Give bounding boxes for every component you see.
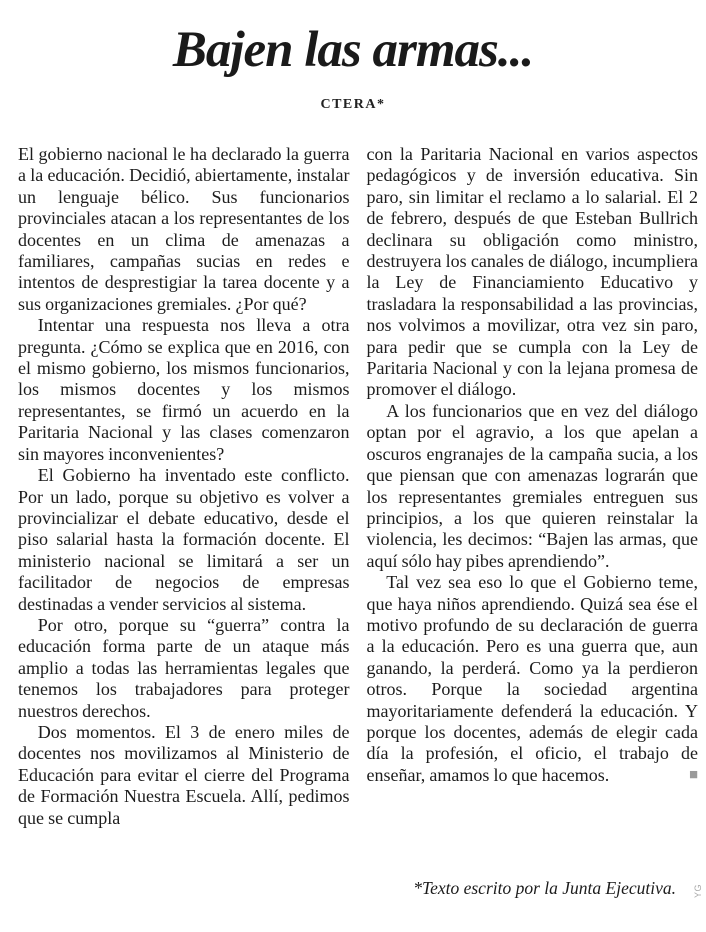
article-paragraph: Tal vez sea eso lo que el Gobierno teme, que haya niños aprendiendo. Quizá sea ése el motivo profundo de su declaración de guerra a la educación. Pero es una guerra que, aun ganando, la perderá. Como ya la perdieron otros. Porque la sociedad argentina mayoritariamente defenderá la educación. Y porque los docentes, además de elegir cada día la profesión, el oficio, el trabajo de enseñar, amamos lo que hacemos.: [366, 572, 698, 785]
article-page: [0, 20, 706, 932]
right-column: [367, 144, 699, 829]
article-paragraph: El gobierno nacional le ha declarado la guerra a la educación. Decidió, abiertamente, instalar un lenguaje bélico. Sus funcionarios provinciales atacan a los representantes de los docentes en un clima de amenazas a familiares, campañas sucias en redes e intentos de desprestigiar la tarea docente y a sus organizaciones gremiales. ¿Por qué?: [18, 144, 350, 314]
article-paragraph: Dos momentos. El 3 de enero miles de docentes nos movilizamos al Ministerio de Educación para evitar el cierre del Programa de Formación Nuestra Escuela. Allí, pedimos que se cumpla: [18, 721, 350, 828]
article-paragraph: con la Paritaria Nacional en varios aspectos pedagógicos y de inversión educativa. Sin paro, sin limitar el reclamo a lo salarial. El 2 de febrero, después de que Esteban Bullrich declinara su obligación como ministro, destruyera los canales de diálogo, incumpliera la Ley de Financiamiento Educativo y trasladara la responsabilidad a las provincias, nos volvimos a movilizar, otra vez sin paro, para pedir que se cumpla con la Ley de Paritaria Nacional y con la lejana promesa de promover el diálogo.: [366, 144, 698, 400]
article-paragraph: El Gobierno ha inventado este conflicto. Por un lado, porque su objetivo es volver a provincializar el debate educativo, desde el piso salarial hasta la formación docente. El ministerio nacional se limitará a ser un facilitador de negocios de empresas destinadas a vender servicios al sistema.: [18, 465, 350, 614]
side-credit: YG: [692, 883, 703, 899]
article-title: Bajen las armas...: [172, 22, 534, 78]
article-byline: CTERA*: [320, 97, 386, 112]
article-paragraph: Intentar una respuesta nos lleva a otra pregunta. ¿Cómo se explica que en 2016, con el mismo gobierno, los mismos funcionarios, los mismos docentes y los mismos representantes, se firmó un acuerdo en la Paritaria Nacional y las clases comenzaron sin mayores inconvenientes?: [18, 315, 350, 464]
left-column: [18, 144, 350, 829]
article-paragraph: Por otro, porque su “guerra” contra la educación forma parte de un ataque más amplio a todas las herramientas legales que tenemos los trabajadores para proteger nuestros derechos.: [18, 614, 350, 721]
end-of-article-mark: ■: [688, 766, 698, 783]
article-paragraph: A los funcionarios que en vez del diálogo optan por el agravio, a los que apelan a oscuros engranajes de la campaña sucia, a los que piensan que con amenazas lograrán que los representantes gremiales entreguen sus principios, a los que quieren reinstalar la violencia, les decimos: “Bajen las armas, que aquí sólo hay pibes aprendiendo”.: [366, 400, 698, 571]
article-footnote: *Texto escrito por la Junta Ejecutiva.: [413, 878, 676, 898]
article-body: [0, 144, 706, 829]
